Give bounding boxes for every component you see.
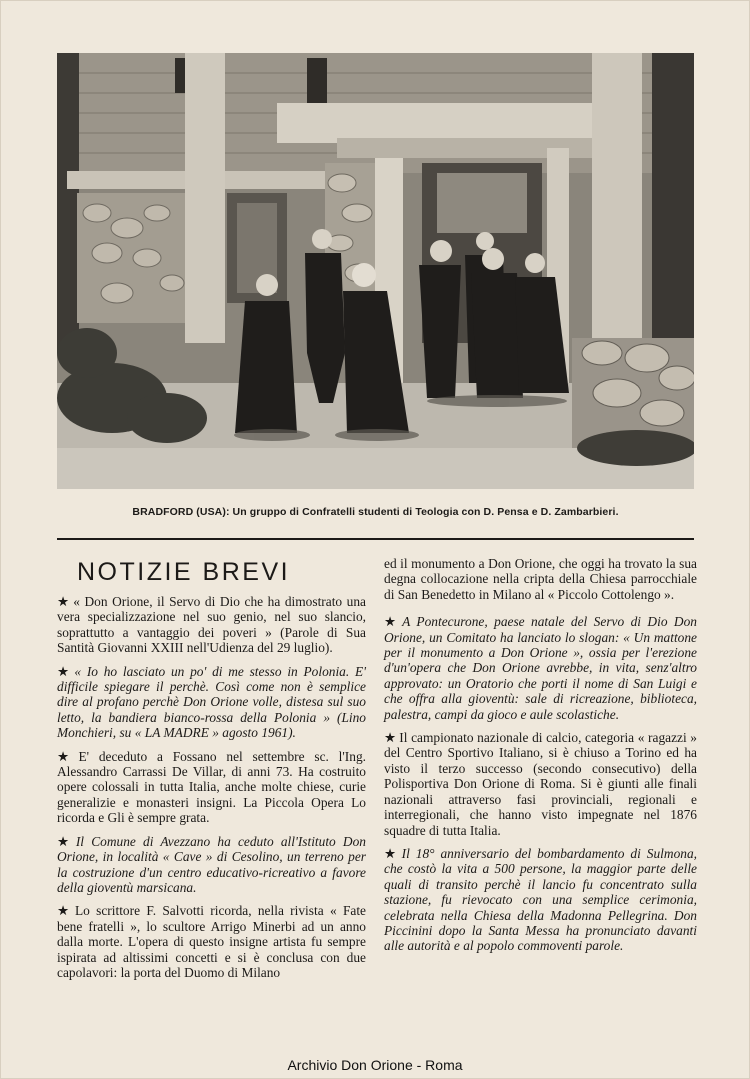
photo-caption: BRADFORD (USA): Un gruppo di Confratelli studenti di Teologia con D. Pensa e D. Zambarbieri. bbox=[132, 506, 619, 518]
news-item: ★ « Io ho lasciato un po' di me stesso in Polonia. E' difficile spiegare il perchè. Così come non è semplice dire al profano perchè Don Orione volle, distesa sul suo letto, la bandiera bianco-rossa della Polonia » (Lino Monchieri, su « LA MADRE » agosto 1961). bbox=[57, 663, 367, 741]
news-item: ★ A Pontecurone, paese natale del Servo di Dio Don Orione, un Comitato ha lanciato lo slogan: « Un mattone per il monumento a Don Orione », ossia per l'erezione d'un'opera che Don Orione avrebbe, in vita, senz'altro approvato: un Oratorio che porti il nome di San Luigi e che offra alla gioventù: sale di ricreazione, biblioteca, palestra, campi da gioco e aule scolastiche. bbox=[384, 614, 697, 722]
group-photo bbox=[57, 53, 694, 489]
star-icon: ★ bbox=[57, 748, 76, 764]
right-column bbox=[384, 556, 697, 962]
section-heading: NOTIZIE BREVI bbox=[77, 558, 291, 586]
news-item: ★ « Don Orione, il Servo di Dio che ha dimostrato una vera specializzazione nel suo genio, nel suo slancio, soprattutto a vantaggio dei poveri » (Parole di Sua Santità Giovanni XXIII nell'Udienza del 29 luglio). bbox=[57, 594, 366, 656]
star-icon: ★ bbox=[384, 845, 399, 861]
star-icon: ★ bbox=[57, 903, 72, 919]
star-icon: ★ bbox=[57, 594, 71, 609]
news-item-continuation: ed il monumento a Don Orione, che oggi ha trovato la sua degna collocazione nella cripta della Chiesa parrocchiale di San Benedetto in Milano al « Piccolo Cottolengo ». bbox=[384, 556, 697, 602]
section-divider bbox=[57, 538, 694, 540]
news-item: ★ Il Comune di Avezzano ha ceduto all'Istituto Don Orione, in località « Cave » di Cesolino, un terreno per la costruzione d'un centro educativo-ricreativo a favore della gioventù marsicana. bbox=[57, 833, 366, 895]
archive-footer bbox=[0, 1057, 750, 1073]
archive-footer-label: Archivio Don Orione - Roma bbox=[287, 1057, 463, 1073]
left-column bbox=[57, 594, 366, 988]
news-item: ★ Il 18° anniversario del bombardamento di Sulmona, che costò la vita a 500 persone, la maggior parte delle quali di transito perchè il lancio fu concentrato sulla stazione, fu rievocato con una semplice cerimonia, celebrata nella Chiesa della Madonna Pellegrina. Don Piccinini dopo la Santa Messa ha pronunciato davanti alle autorità e al popolo commoventi parole. bbox=[384, 845, 697, 954]
news-item: ★ E' deceduto a Fossano nel settembre sc. l'Ing. Alessandro Carrassi De Villar, di anni 73. Ha costruito opere colossali in tutta Italia, anche molte chiese, curie generalizie e monasteri insigni. La Piccola Opera Lo ricorda e Gli è sempre grata. bbox=[57, 748, 366, 826]
group-photo-icon bbox=[57, 53, 694, 489]
star-icon: ★ bbox=[384, 730, 397, 746]
news-item: ★ Il campionato nazionale di calcio, categoria « ragazzi » del Centro Sportivo Italiano, si è chiuso a Torino ed ha visto il terzo successo (secondo consecutivo) della Polisportiva Don Orione di Roma. Si è giunti alle finali nazionali attraverso fasi provinciali, regionali e interregionali, che hanno visto impegnate nel 1876 squadre di tutta Italia. bbox=[384, 730, 697, 838]
star-icon: ★ bbox=[57, 833, 73, 849]
news-item: ★ Lo scrittore F. Salvotti ricorda, nella rivista « Fate bene fratelli », lo scultore Arrigo Minerbi ad un anno dalla morte. L'opera di questo insigne artista fu sempre ispirata ad altissimi concetti e si è conclusa con due capolavori: la porta del Duomo di Milano bbox=[57, 903, 366, 980]
star-icon: ★ bbox=[384, 614, 400, 630]
star-icon: ★ bbox=[57, 663, 72, 679]
